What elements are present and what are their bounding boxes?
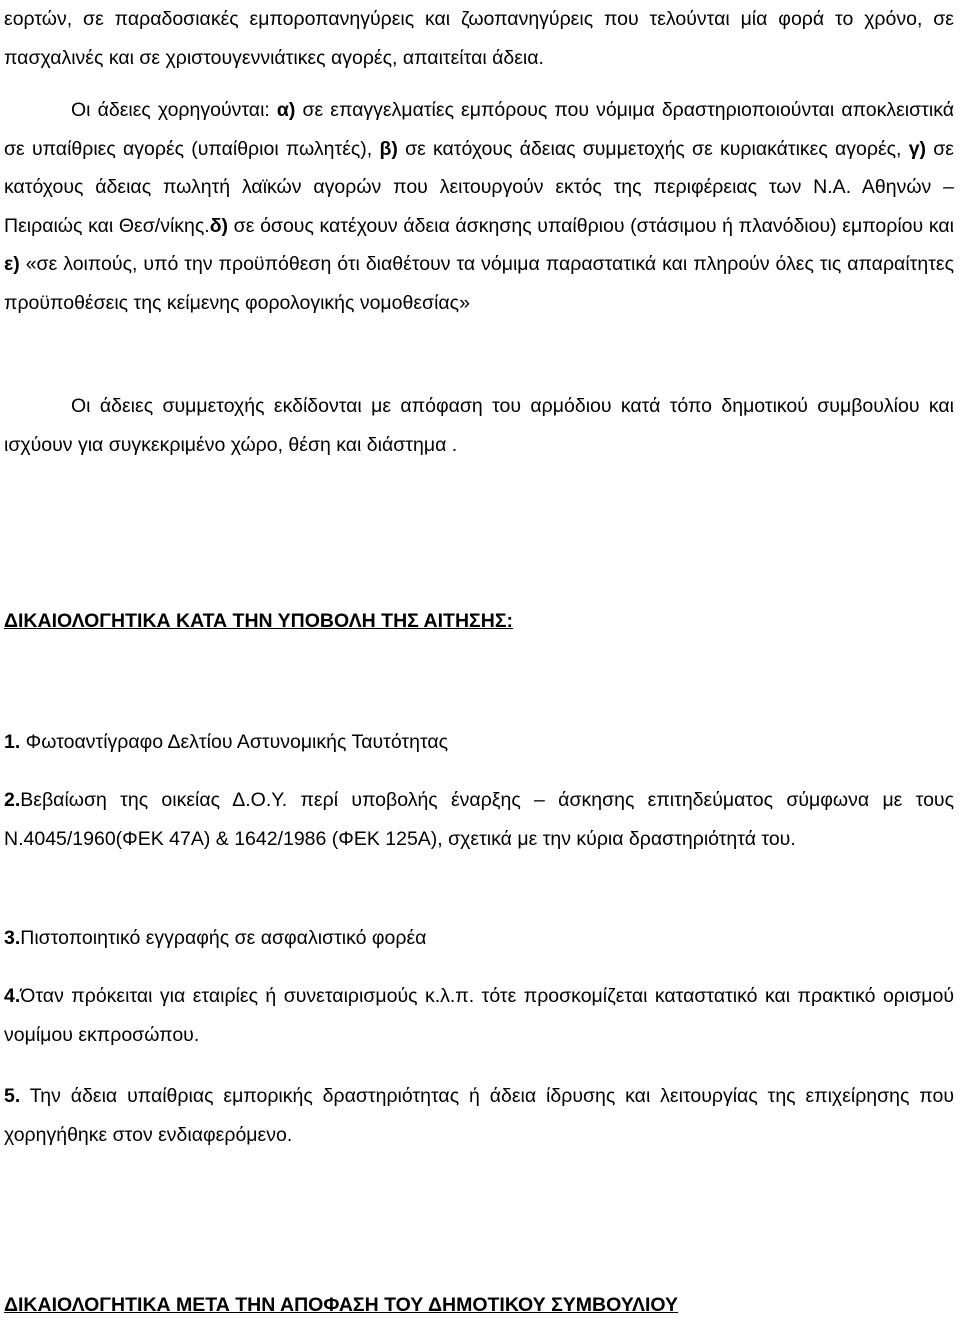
section2-heading: ΔΙΚΑΙΟΛΟΓΗΤΙΚΑ ΜΕΤΑ ΤΗΝ ΑΠΟΦΑΣΗ ΤΟΥ ΔΗΜΟΤΙΚΟΥ ΣΥΜΒΟΥΛΙΟΥ: [4, 1294, 679, 1316]
p2-text-e: σε όσους κατέχουν άδεια άσκησης υπαίθριου (στάσιμου ή πλανόδιου) εμπορίου και: [228, 214, 954, 237]
p2-text-b: σε επαγγελματίες εμπόρους που νόμιμα δραστηριοποιούνται αποκλειστικά σε υπαίθριες αγορές (υπαίθριοι πωλητές),: [4, 99, 954, 160]
list-item-4: [4, 977, 954, 1054]
item-number: 4.: [4, 985, 21, 1007]
list-item-2: [4, 781, 954, 858]
label-b: β): [379, 137, 398, 160]
item-number: 2.: [4, 789, 21, 811]
label-a: α): [276, 99, 296, 121]
p2-text-f: «σε λοιπούς, υπό την προϋπόθεση ότι διαθέτουν τα νόμιμα παραστατικά και πληρούν όλες τις απαραίτητες προϋποθέσεις της κείμενης φορολογικής νομοθεσίας»: [4, 253, 954, 314]
list-item-5: [4, 1077, 954, 1154]
item-number: 3.: [4, 927, 21, 949]
label-e: ε): [4, 253, 20, 275]
intro-paragraph-3: [4, 387, 954, 464]
item-text: Όταν πρόκειται για εταιρίες ή συνεταιρισμούς κ.λ.π. τότε προσκομίζεται καταστατικό και πρακτικό ορισμού νομίμου εκπροσώπου.: [4, 985, 954, 1046]
p2-text-a: Οι άδειες χορηγούνται:: [71, 99, 277, 121]
p2-text-d: σε κατόχους άδειας πωλητή λαϊκών αγορών που λειτουργούν εκτός της περιφέρειας των Ν.Α. Αθηνών – Πειραιώς και Θεσ/νίκης.: [4, 137, 954, 237]
item-text: Βεβαίωση της οικείας Δ.Ο.Υ. περί υποβολής έναρξης – άσκησης επιτηδεύματος σύμφωνα με τους Ν.4045/1960(ΦΕΚ 47Α) & 1642/1986 (ΦΕΚ 125Α), σχετικά με την κύρια δραστηριότητά του.: [4, 789, 954, 850]
item-number: 5.: [4, 1085, 21, 1107]
p2-text-c: σε κατόχους άδειας συμμετοχής σε κυριακάτικες αγορές,: [397, 137, 909, 160]
intro-paragraph-2: [4, 91, 954, 322]
list-item-3: [4, 919, 954, 958]
intro-paragraph-1: [4, 0, 954, 77]
item-text: Φωτοαντίγραφο Δελτίου Αστυνομικής Ταυτότητας: [20, 731, 449, 753]
list-item-1: [4, 723, 954, 762]
item-text: Την άδεια υπαίθριας εμπορικής δραστηριότητας ή άδεια ίδρυσης και λειτουργίας της επιχείρησης που χορηγήθηκε στον ενδιαφερόμενο.: [4, 1085, 954, 1146]
intro-p3-text: Οι άδειες συμμετοχής εκδίδονται με απόφαση του αρμόδιου κατά τόπο δημοτικού συμβουλίου και ισχύουν για συγκεκριμένο χώρο, θέση και διάστημα .: [4, 395, 954, 456]
intro-p1-text: εορτών, σε παραδοσιακές εμποροπανηγύρεις και ζωοπανηγύρεις που τελούνται μία φορά το χρόνο, σε πασχαλινές και σε χριστουγεννιάτικες αγορές, απαιτείται άδεια.: [4, 8, 954, 69]
item-text: Πιστοποιητικό εγγραφής σε ασφαλιστικό φορέα: [20, 927, 427, 949]
item-number: 1.: [4, 731, 21, 753]
label-d: δ): [209, 214, 229, 237]
section1-heading: ΔΙΚΑΙΟΛΟΓΗΤΙΚΑ ΚΑΤΑ ΤΗΝ ΥΠΟΒΟΛΗ ΤΗΣ ΑΙΤΗΣΗΣ:: [4, 610, 514, 632]
label-c: γ): [908, 137, 927, 160]
